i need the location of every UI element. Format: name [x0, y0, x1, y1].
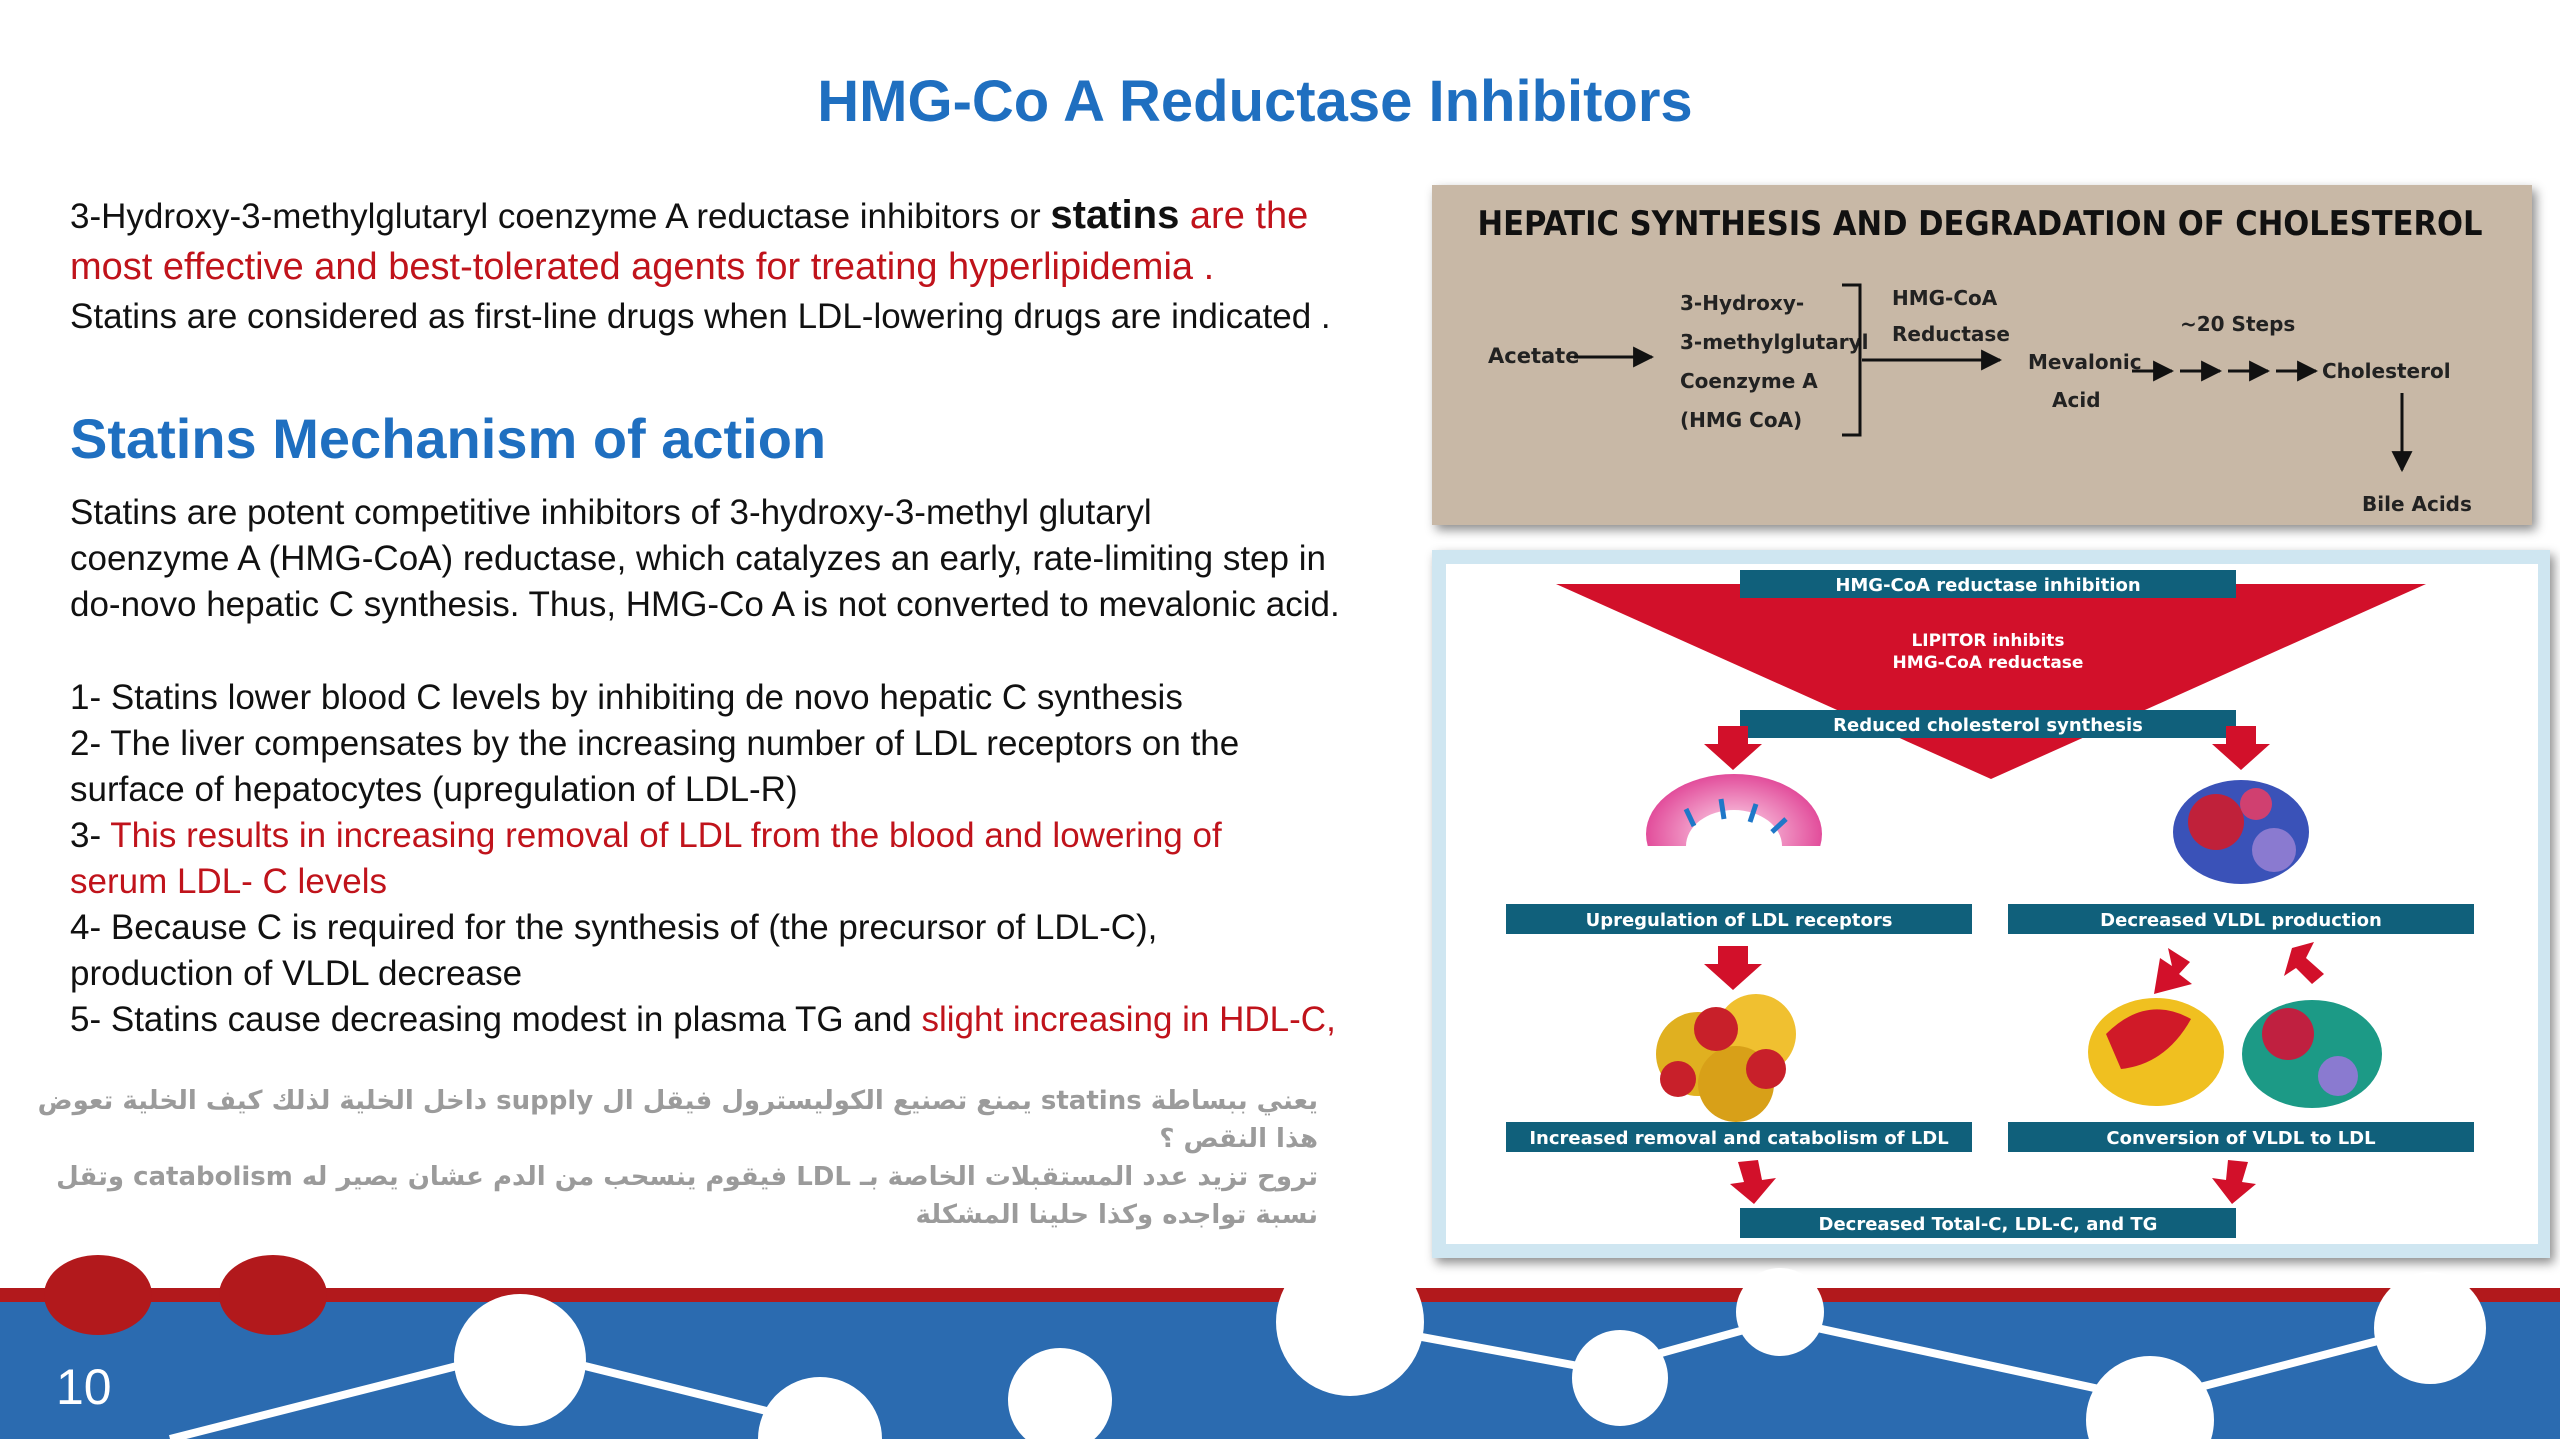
mechanism-line: Statins are potent competitive inhibitors of 3-hydroxy-3-methyl glutaryl — [70, 493, 1152, 532]
right-label-1: Decreased VLDL production — [2100, 910, 2382, 931]
footer-red-dot-2 — [219, 1255, 327, 1335]
point-3-red-a: This results in increasing removal of LDL from the blood and lowering of — [110, 816, 1222, 855]
point-2-a: 2- The liver compensates by the increasing number of LDL receptors on the — [70, 724, 1240, 763]
intro-line-1 — [70, 192, 1370, 240]
intro-text: 3-Hydroxy-3-methylglutaryl coenzyme A reductase inhibitors or — [70, 197, 1051, 236]
mevalonic-line-1: Mevalonic — [2028, 350, 2142, 374]
left-down-arrow-3 — [1730, 1160, 1776, 1204]
point-5-prefix: 5- Statins cause decreasing modest in plasma TG and — [70, 1000, 922, 1039]
top-bar-label: HMG-CoA reductase inhibition — [1835, 575, 2141, 596]
right-label-2: Conversion of VLDL to LDL — [2106, 1128, 2376, 1149]
lipitor-diagram — [1446, 564, 2538, 1244]
lipitor-figure — [1446, 564, 2538, 1244]
footer-red-dot-1 — [44, 1255, 152, 1335]
hmg-line-2: 3-methylglutaryl — [1680, 330, 1869, 354]
left-down-arrow-2 — [1704, 946, 1762, 990]
intro-red-text-b: most effective and best-tolerated agents for treating hyperlipidemia . — [70, 246, 1215, 288]
steps-label: ~20 Steps — [2180, 312, 2296, 336]
hmg-line-3: Coenzyme A — [1680, 369, 1818, 393]
left-label-1: Upregulation of LDL receptors — [1585, 910, 1893, 931]
slide-title: HMG-Co A Reductase Inhibitors — [817, 69, 1693, 134]
vldl-converted-icon — [2242, 1000, 2382, 1108]
page-number: 10 — [56, 1359, 112, 1415]
right-diag-arrow-a — [2154, 948, 2192, 994]
mechanism-points — [70, 675, 1370, 1043]
enzyme-line-1: HMG-CoA — [1892, 286, 1998, 310]
footer-decoration — [0, 1240, 2560, 1439]
hmg-line-4: (HMG CoA) — [1680, 408, 1803, 432]
point-2-b: surface of hepatocytes (upregulation of LDL-R) — [70, 770, 798, 809]
figure1-title: HEPATIC SYNTHESIS AND DEGRADATION OF CHOLESTEROL — [1477, 204, 2483, 244]
point-3-red-b: serum LDL- C levels — [70, 862, 388, 901]
left-label-2: Increased removal and catabolism of LDL — [1529, 1128, 1949, 1149]
ldl-cluster-icon — [1656, 994, 1796, 1122]
point-4-b: production of VLDL decrease — [70, 954, 523, 993]
ldl-receptor-icon — [1642, 774, 1826, 898]
enzyme-line-2: Reductase — [1892, 322, 2010, 346]
intro-line-3: Statins are considered as first-line drugs when LDL-lowering drugs are indicated . — [70, 297, 1331, 336]
mechanism-paragraph — [70, 490, 1370, 628]
point-3-a — [70, 813, 1370, 859]
point-5-red: slight increasing in HDL-C, — [921, 1000, 1336, 1039]
hepatic-synthesis-figure — [1432, 185, 2532, 525]
ldl-particle-icon — [2088, 998, 2224, 1106]
right-diag-arrow-b — [2284, 942, 2324, 984]
triangle-line-1: LIPITOR inhibits — [1911, 631, 2065, 651]
hmg-bracket — [1842, 285, 1860, 435]
intro-red-text-a: are the — [1179, 195, 1309, 237]
vldl-particle-icon — [2173, 780, 2309, 884]
point-1: 1- Statins lower blood C levels by inhibiting de novo hepatic C synthesis — [70, 678, 1183, 717]
point-4-a: 4- Because C is required for the synthesis of (the precursor of LDL-C), — [70, 908, 1158, 947]
hmg-line-1: 3-Hydroxy- — [1680, 291, 1805, 315]
bile-acids-label: Bile Acids — [2362, 492, 2472, 516]
arabic-note — [0, 1082, 1318, 1234]
acetate-label: Acetate — [1488, 344, 1580, 368]
cholesterol-label: Cholesterol — [2322, 359, 2451, 383]
point-5 — [70, 997, 1370, 1043]
mechanism-line: do-novo hepatic C synthesis. Thus, HMG-Co A is not converted to mevalonic acid. — [70, 585, 1340, 624]
point-3-prefix: 3- — [70, 816, 111, 855]
intro-paragraph — [70, 192, 1370, 340]
mevalonic-line-2: Acid — [2052, 388, 2101, 412]
bottom-bar-label: Decreased Total-C, LDL-C, and TG — [1818, 1214, 2158, 1235]
mechanism-heading: Statins Mechanism of action — [70, 407, 827, 470]
inhibition-triangle — [1556, 584, 2426, 779]
statins-word: statins — [1050, 193, 1180, 237]
reduced-bar-label: Reduced cholesterol synthesis — [1833, 715, 2143, 736]
arabic-line-2: تروح تزيد عدد المستقبلات الخاصة بـ LDL فيقوم ينسحب من الدم عشان يصير له catabolism وتقل نسبة تواجده وكذا حلينا المشكلة — [56, 1162, 1318, 1230]
arabic-line-1: يعني ببساطة statins يمنع تصنيع الكوليسترول فيقل ال supply داخل الخلية لذلك كيف الخلية تعوض هذا النقص ؟ — [37, 1086, 1318, 1154]
triangle-line-2: HMG-CoA reductase — [1892, 653, 2084, 673]
mechanism-line: coenzyme A (HMG-CoA) reductase, which catalyzes an early, rate-limiting step in — [70, 539, 1326, 578]
right-down-arrow-3 — [2212, 1160, 2256, 1204]
hepatic-synthesis-diagram — [1432, 185, 2532, 525]
